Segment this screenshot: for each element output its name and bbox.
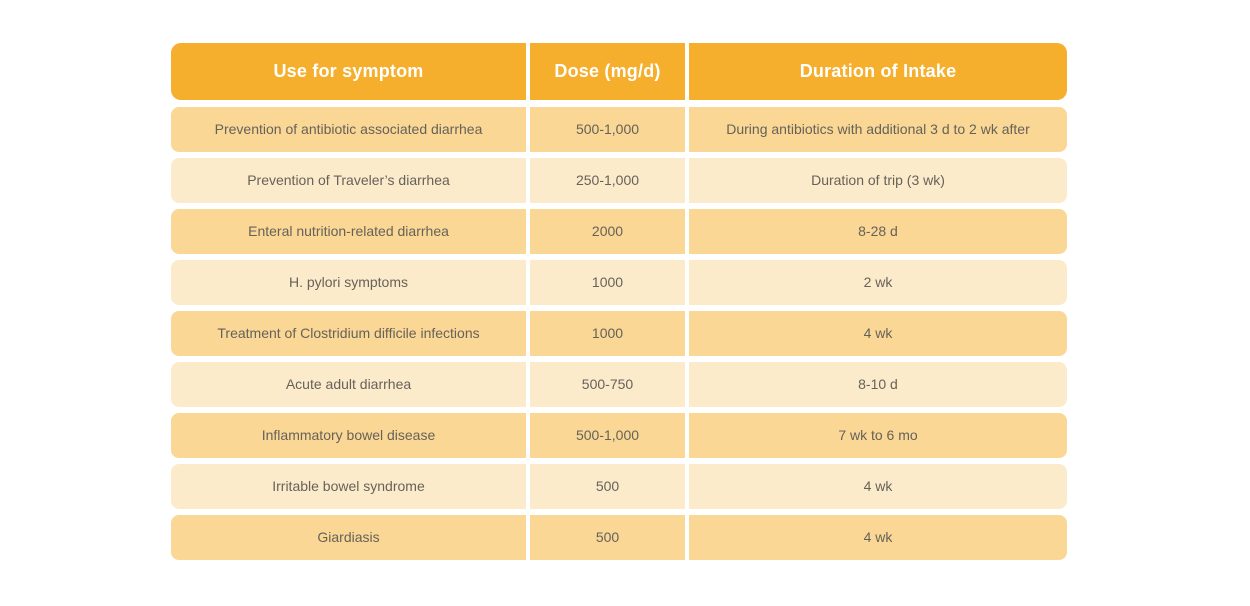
table-row [171,464,1067,509]
duration-cell: 8-28 d [689,209,1067,254]
symptom-cell: Giardiasis [171,515,526,560]
dose-cell: 2000 [530,209,685,254]
dose-cell: 250-1,000 [530,158,685,203]
duration-cell: 4 wk [689,515,1067,560]
table-header-row [171,43,1067,100]
table-row [171,362,1067,407]
table-body [171,107,1067,560]
dosage-table [171,43,1067,560]
table-row [171,311,1067,356]
table-row [171,209,1067,254]
duration-cell: 2 wk [689,260,1067,305]
symptom-cell: Prevention of antibiotic associated diarrhea [171,107,526,152]
duration-cell: Duration of trip (3 wk) [689,158,1067,203]
table-row [171,158,1067,203]
dose-cell: 500-1,000 [530,413,685,458]
table-row [171,515,1067,560]
symptom-cell: Treatment of Clostridium difficile infections [171,311,526,356]
table-row [171,260,1067,305]
header-cell-duration: Duration of Intake [689,43,1067,100]
duration-cell: 4 wk [689,464,1067,509]
duration-cell: 4 wk [689,311,1067,356]
dose-cell: 1000 [530,260,685,305]
dose-cell: 500 [530,515,685,560]
dose-cell: 500-1,000 [530,107,685,152]
dose-cell: 500 [530,464,685,509]
duration-cell: During antibiotics with additional 3 d to 2 wk after [689,107,1067,152]
symptom-cell: Inflammatory bowel disease [171,413,526,458]
symptom-cell: H. pylori symptoms [171,260,526,305]
symptom-cell: Acute adult diarrhea [171,362,526,407]
table-row [171,107,1067,152]
duration-cell: 8-10 d [689,362,1067,407]
header-cell-dose: Dose (mg/d) [530,43,685,100]
dose-cell: 500-750 [530,362,685,407]
symptom-cell: Enteral nutrition-related diarrhea [171,209,526,254]
header-cell-symptom: Use for symptom [171,43,526,100]
table-row [171,413,1067,458]
dose-cell: 1000 [530,311,685,356]
symptom-cell: Irritable bowel syndrome [171,464,526,509]
symptom-cell: Prevention of Traveler’s diarrhea [171,158,526,203]
duration-cell: 7 wk to 6 mo [689,413,1067,458]
